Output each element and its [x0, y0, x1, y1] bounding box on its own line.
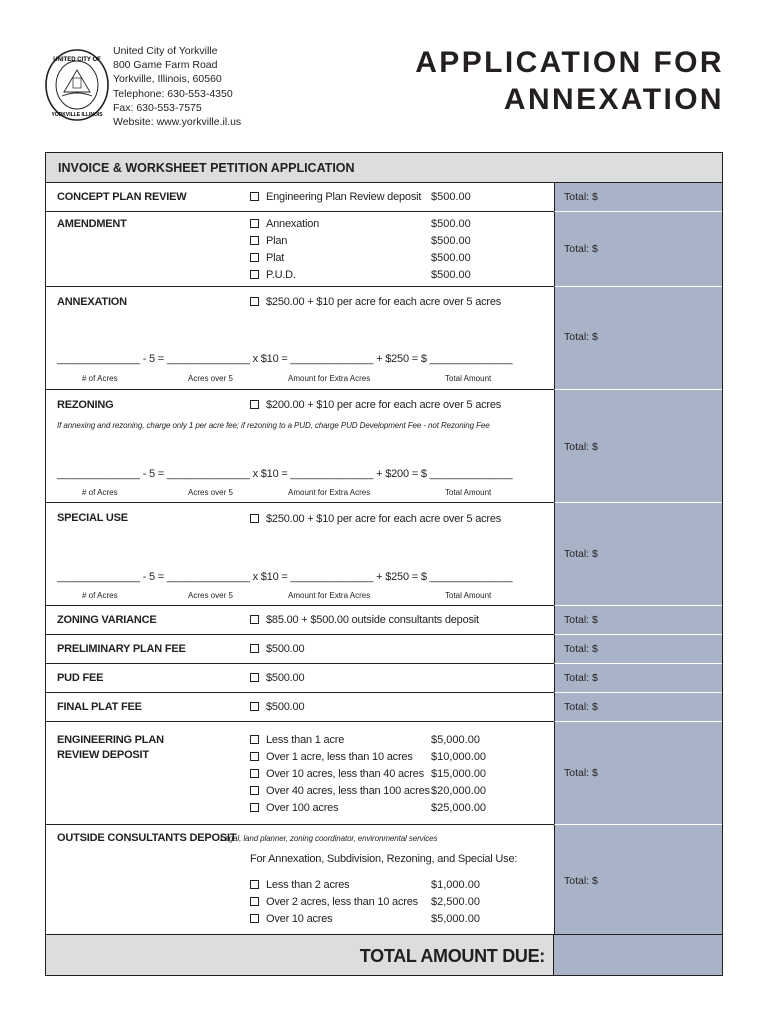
checkbox[interactable]: [250, 615, 259, 624]
amendment-option-annexation[interactable]: [250, 218, 319, 230]
option-amount: $25,000.00: [431, 802, 487, 814]
annexation-label: ANNEXATION: [57, 296, 127, 308]
checkbox[interactable]: [250, 786, 259, 795]
title-line-1: APPLICATION FOR: [415, 46, 724, 79]
pud-fee-label: PUD FEE: [57, 672, 104, 684]
total-label: Total: $: [564, 643, 598, 655]
total-label: Total: $: [564, 548, 598, 560]
caption-total: Total Amount: [445, 591, 492, 600]
option-label: $250.00 + $10 per acre for each acre over 5 acres: [266, 296, 502, 308]
option-amount: $500.00: [431, 269, 471, 281]
pud-fee-option[interactable]: [250, 672, 304, 684]
caption-extra: Amount for Extra Acres: [288, 374, 371, 383]
checkbox[interactable]: [250, 897, 259, 906]
engineering-option-2[interactable]: [250, 751, 413, 763]
total-amendment[interactable]: [554, 212, 722, 287]
engineering-option-3[interactable]: [250, 768, 424, 780]
zoning-variance-label: ZONING VARIANCE: [57, 614, 157, 626]
option-amount: $5,000.00: [431, 734, 480, 746]
engineering-label-1: ENGINEERING PLAN: [57, 734, 164, 746]
caption-acres-over: Acres over 5: [188, 591, 233, 600]
option-amount: $20,000.00: [431, 785, 487, 797]
option-label: Over 1 acre, less than 10 acres: [266, 751, 413, 763]
fax: Fax: 630-553-7575: [113, 101, 202, 114]
checkbox[interactable]: [250, 644, 259, 653]
concept-plan-label: CONCEPT PLAN REVIEW: [57, 191, 187, 203]
checkbox[interactable]: [250, 236, 259, 245]
checkbox[interactable]: [250, 297, 259, 306]
caption-total: Total Amount: [445, 374, 492, 383]
total-amount-due-label: TOTAL AMOUNT DUE:: [359, 946, 545, 966]
preliminary-plan-option[interactable]: [250, 643, 304, 655]
row-consultants-deposit: [46, 825, 554, 935]
option-label: Plan: [266, 235, 288, 247]
total-label: Total: $: [564, 191, 598, 203]
row-pud-fee: [46, 664, 554, 693]
form-heading: INVOICE & WORKSHEET PETITION APPLICATION: [46, 153, 722, 183]
caption-extra: Amount for Extra Acres: [288, 591, 371, 600]
checkbox[interactable]: [250, 270, 259, 279]
rezoning-option[interactable]: [250, 399, 501, 411]
option-label: Over 2 acres, less than 10 acres: [266, 896, 418, 908]
checkbox[interactable]: [250, 880, 259, 889]
concept-option-label: Engineering Plan Review deposit: [266, 191, 422, 203]
option-label: $200.00 + $10 per acre for each acre over 5 acres: [266, 399, 502, 411]
rezoning-note: If annexing and rezoning, charge only 1 per acre fee; if rezoning to a PUD, charge PUD Development Fee - not Rezoning Fee: [57, 421, 490, 430]
option-label: P.U.D.: [266, 269, 296, 281]
telephone: Telephone: 630-553-4350: [113, 87, 233, 100]
address-city: Yorkville, Illinois, 60560: [113, 73, 222, 86]
preliminary-plan-label: PRELIMINARY PLAN FEE: [57, 643, 186, 655]
concept-option[interactable]: [250, 191, 421, 203]
option-label: Over 40 acres, less than 100 acres: [266, 785, 430, 797]
caption-acres: # of Acres: [82, 591, 118, 600]
rezoning-label: REZONING: [57, 399, 114, 411]
option-label: Over 10 acres: [266, 913, 333, 925]
total-label: Total: $: [564, 701, 598, 713]
checkbox[interactable]: [250, 673, 259, 682]
total-engineering-deposit[interactable]: [554, 722, 722, 825]
checkbox[interactable]: [250, 914, 259, 923]
option-amount: $500.00: [431, 235, 471, 247]
total-amount-due-row: [46, 935, 554, 975]
total-amount-due-field[interactable]: [554, 935, 722, 975]
amendment-label: AMENDMENT: [57, 218, 127, 230]
row-annexation: [46, 287, 554, 390]
annexation-option[interactable]: [250, 296, 501, 308]
consultants-option-2[interactable]: [250, 896, 418, 908]
option-label: Less than 2 acres: [266, 879, 350, 891]
consultants-note: Legal, land planner, zoning coordinator, environmental services: [220, 834, 438, 843]
final-plat-label: FINAL PLAT FEE: [57, 701, 142, 713]
engineering-option-1[interactable]: [250, 734, 344, 746]
page-title: [415, 44, 724, 118]
special-use-label: SPECIAL USE: [57, 512, 128, 524]
total-label: Total: $: [564, 243, 598, 255]
checkbox[interactable]: [250, 400, 259, 409]
row-preliminary-plan: [46, 635, 554, 664]
row-rezoning: [46, 390, 554, 503]
amendment-option-plan[interactable]: [250, 235, 287, 247]
engineering-option-5[interactable]: [250, 802, 338, 814]
total-label: Total: $: [564, 875, 598, 887]
seal-ring-top: UNITED CITY OF: [53, 57, 101, 63]
title-line-2: ANNEXATION: [503, 83, 724, 116]
total-concept-plan[interactable]: [554, 183, 722, 212]
city-seal-icon: [44, 48, 110, 122]
total-consultants-deposit[interactable]: [554, 825, 722, 935]
checkbox[interactable]: [250, 803, 259, 812]
annexation-calc-line[interactable]: ______________ - 5 = ______________ x $10 = ______________ + $250 = $ ______________: [57, 353, 513, 365]
total-label: Total: $: [564, 767, 598, 779]
option-label: $500.00: [266, 643, 305, 655]
total-special-use[interactable]: [554, 503, 722, 606]
total-pud-fee[interactable]: [554, 664, 722, 693]
total-final-plat[interactable]: [554, 693, 722, 722]
total-zoning-variance[interactable]: [554, 606, 722, 635]
rezoning-calc-line[interactable]: ______________ - 5 = ______________ x $10 = ______________ + $200 = $ ______________: [57, 468, 513, 480]
total-label: Total: $: [564, 672, 598, 684]
special-use-option[interactable]: [250, 513, 501, 525]
checkbox[interactable]: [250, 752, 259, 761]
option-label: $500.00: [266, 672, 305, 684]
total-annexation[interactable]: [554, 287, 722, 390]
final-plat-option[interactable]: [250, 701, 304, 713]
option-label: Less than 1 acre: [266, 734, 345, 746]
caption-acres: # of Acres: [82, 488, 118, 497]
option-label: Plat: [266, 252, 285, 264]
row-concept-plan: [46, 183, 554, 212]
option-amount: $1,000.00: [431, 879, 480, 891]
checkbox[interactable]: [250, 219, 259, 228]
concept-amount: $500.00: [431, 191, 471, 203]
row-final-plat: [46, 693, 554, 722]
option-label: Over 100 acres: [266, 802, 339, 814]
option-amount: $500.00: [431, 252, 471, 264]
total-rezoning[interactable]: [554, 390, 722, 503]
invoice-form: [45, 152, 723, 976]
checkbox[interactable]: [250, 253, 259, 262]
checkbox[interactable]: [250, 735, 259, 744]
option-amount: $5,000.00: [431, 913, 480, 925]
consultants-option-1[interactable]: [250, 879, 349, 891]
caption-extra: Amount for Extra Acres: [288, 488, 371, 497]
caption-acres-over: Acres over 5: [188, 488, 233, 497]
option-label: $500.00: [266, 701, 305, 713]
zoning-variance-option[interactable]: [250, 614, 479, 626]
option-amount: $500.00: [431, 218, 471, 230]
checkbox[interactable]: [250, 192, 259, 201]
row-special-use: [46, 503, 554, 606]
row-engineering-deposit: [46, 722, 554, 825]
consultants-option-3[interactable]: [250, 913, 332, 925]
caption-acres: # of Acres: [82, 374, 118, 383]
option-label: $85.00 + $500.00 outside consultants deposit: [266, 614, 479, 626]
seal-ring-bottom: YORKVILLE ILLINOIS: [51, 112, 103, 118]
address-street: 800 Game Farm Road: [113, 59, 218, 72]
option-amount: $15,000.00: [431, 768, 487, 780]
option-label: Annexation: [266, 218, 320, 230]
row-zoning-variance: [46, 606, 554, 635]
total-preliminary-plan[interactable]: [554, 635, 722, 664]
engineering-label-2: REVIEW DEPOSIT: [57, 749, 149, 761]
engineering-option-4[interactable]: [250, 785, 430, 797]
website: Website: www.yorkville.il.us: [113, 116, 242, 129]
consultants-subheading: For Annexation, Subdivision, Rezoning, and Special Use:: [250, 853, 518, 865]
option-label: $250.00 + $10 per acre for each acre over 5 acres: [266, 513, 502, 525]
total-label: Total: $: [564, 331, 598, 343]
contact-block: [113, 44, 241, 129]
org-name: United City of Yorkville: [113, 45, 218, 57]
amendment-option-plat[interactable]: [250, 252, 284, 264]
checkbox[interactable]: [250, 514, 259, 523]
consultants-label: OUTSIDE CONSULTANTS DEPOSIT: [57, 832, 237, 844]
option-label: Over 10 acres, less than 40 acres: [266, 768, 424, 780]
total-label: Total: $: [564, 614, 598, 626]
caption-total: Total Amount: [445, 488, 492, 497]
special-use-calc-line[interactable]: ______________ - 5 = ______________ x $10 = ______________ + $250 = $ ______________: [57, 571, 513, 583]
option-amount: $2,500.00: [431, 896, 480, 908]
amendment-option-pud[interactable]: [250, 269, 296, 281]
total-label: Total: $: [564, 441, 598, 453]
option-amount: $10,000.00: [431, 751, 487, 763]
caption-acres-over: Acres over 5: [188, 374, 233, 383]
checkbox[interactable]: [250, 702, 259, 711]
checkbox[interactable]: [250, 769, 259, 778]
row-amendment: [46, 212, 554, 287]
